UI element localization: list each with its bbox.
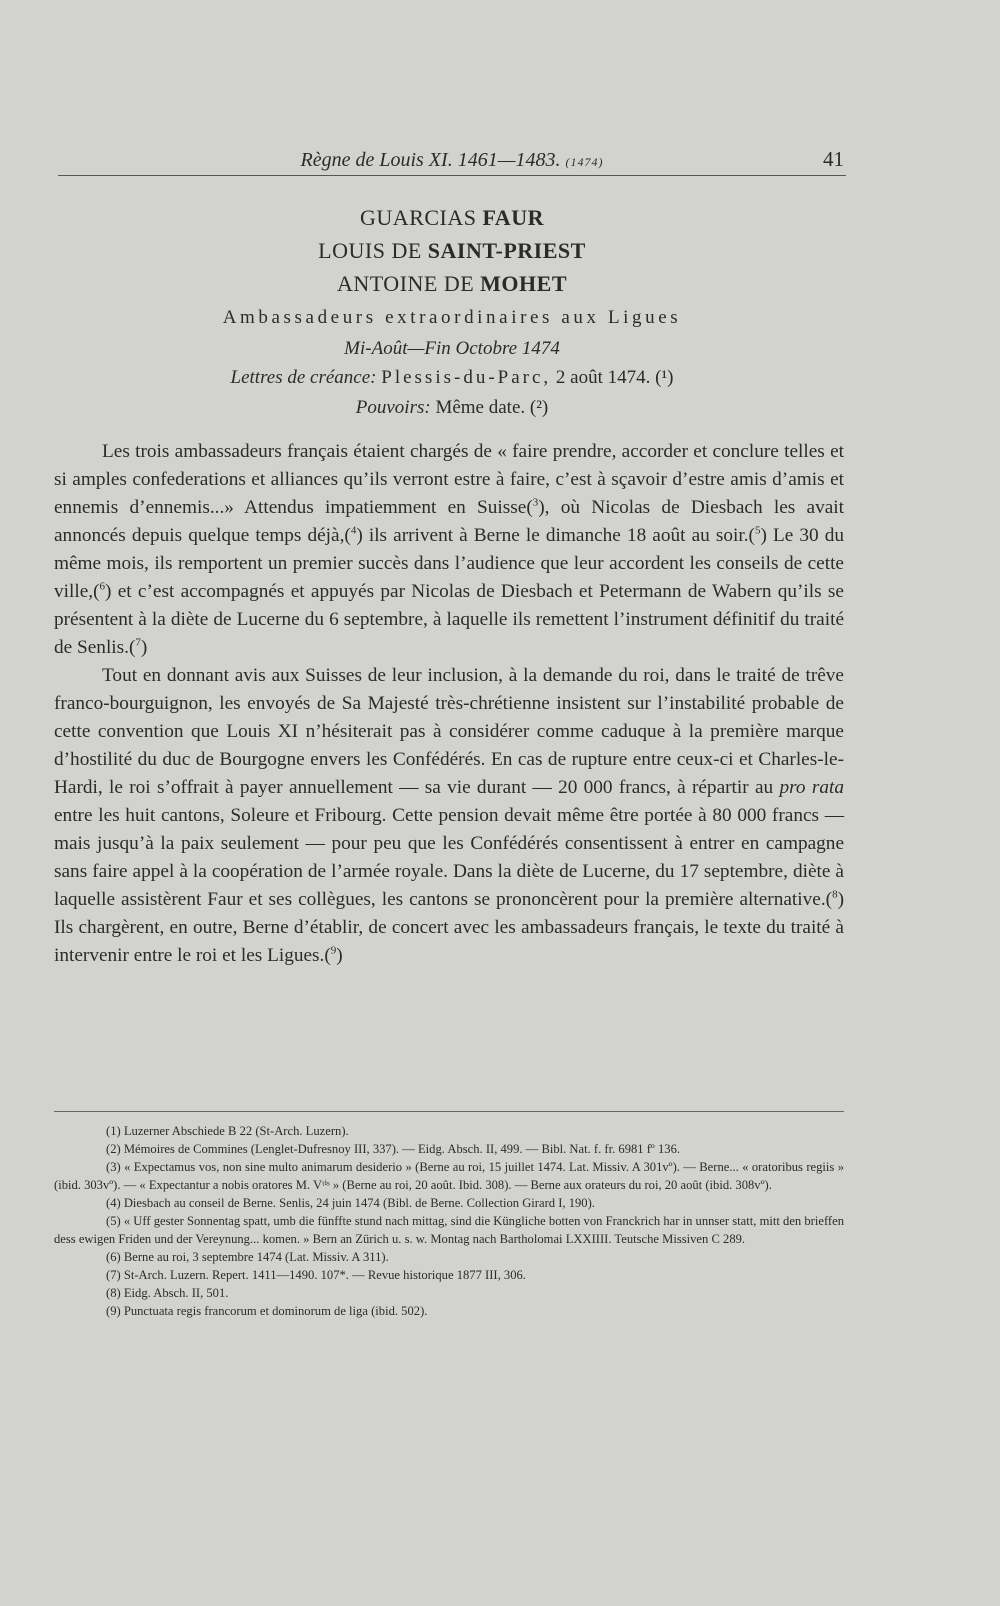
footnote-1: (1) Luzerner Abschiede B 22 (St-Arch. Luzern). [106,1124,349,1138]
footnote-9: (9) Punctuata regis francorum et dominorum de liga (ibid. 502). [106,1304,428,1318]
credentials-line [58,367,846,389]
credence-place: Plessis-du-Parc, [381,367,552,388]
running-title: Règne de Louis XI. 1461—1483. (1474) [300,149,604,171]
footnote-3: (3) « Expectamus vos, non sine multo animarum desiderio » (Berne au roi, 15 juillet 1474. Lat. Missiv. A 301vº). — Berne... « oratoribus regiis » (ibid. 303vº). — « Expectantur a nobis oratores M. Vᵗⁱˢ » (Berne au roi, 20 août. Ibid. 308). — Berne aux orateurs du roi, 20 août (ibid. 308vº). [54,1160,844,1192]
body-text [54,438,844,970]
paragraph-1: Les trois ambassadeurs français étaient chargés de « faire prendre, accorder et conclure telles et si amples confederations et alliances qu’ils verront estre à faire, c’est à sçavoir d’estre amis d’amis et ennemis d’ennemis...» Attendus impatiemment en Suisse($^3$), où Nicolas de Diesbach les avait annoncés depuis quelque temps déjà,($^4$) ils arrivent à Berne le dimanche 18 août au soir.($^5$) Le 30 du même mois, ils remportent un premier succès dans l’audience que leur accordent les conseils de cette ville,($^6$) et c’est accompagnés et appuyés par Nicolas de Diesbach et Petermann de Wabern qu’ils se présentent à la diète de Lucerne du 6 septembre, à laquelle ils remettent l’instrument définitif du traité de Senlis.($^7$) [54,441,845,658]
credence-label: Lettres de créance: [230,367,377,388]
note-ref: 7 [135,636,141,649]
note-ref: 8 [832,888,838,901]
footnote-2: (2) Mémoires de Commines (Lenglet-Dufresnoy III, 337). — Eidg. Absch. II, 499. — Bibl. Nat. f. fr. 6981 fº 136. [106,1142,681,1156]
note-ref: 4 [350,524,357,537]
footnote-7: (7) St-Arch. Luzern. Repert. 1411—1490. 107*. — Revue historique 1877 III, 306. [106,1268,526,1282]
powers-label: Pouvoirs: [355,397,431,418]
footnote-8: (8) Eidg. Absch. II, 501. [106,1286,229,1300]
footnote-rule [54,1111,844,1112]
heading-name-3: ANTOINE DE MOHET [336,271,568,296]
heading-subtitle: Ambassadeurs extraordinaires aux Ligues [222,307,682,328]
note-ref: 3 [532,496,539,509]
note-ref: 5 [754,524,761,537]
footnote-4: (4) Diesbach au conseil de Berne. Senlis, 24 juin 1474 (Bibl. de Berne. Collection Girard I, 190). [106,1196,595,1210]
footnote-6: (6) Berne au roi, 3 septembre 1474 (Lat. Missiv. A 311). [106,1250,389,1264]
paragraph-2: Tout en donnant avis aux Suisses de leur inclusion, à la demande du roi, dans le traité de trêve franco-bourguignon, les envoyés de Sa Majesté très-chrétienne insistent sur l’instabilité probable de cette convention que Louis XI n’hésiterait pas à considérer comme caduque à la première marque d’hostilité du duc de Bourgogne envers les Confédérés. En cas de rupture entre ceux-ci et Charles-le-Hardi, le roi s’offrait à payer annuellement — sa vie durant — 20 000 francs, à répartir au pro rata entre les huit cantons, Soleure et Fribourg. Cette pension devait même être portée à 80 000 francs — mais jusqu’à la paix seulement — pour peu que les Confédérés consentissent à entrer en campagne sans faire appel à la coopération de l’armée royale. Dans la diète de Lucerne, du 17 septembre, diète à laquelle assistèrent Faur et ses collègues, les cantons se prononcèrent pour la première alternative.($^8$) Ils chargèrent, en outre, Berne d’établir, de concert avec les ambassadeurs français, le texte du traité à intervenir entre le roi et les Ligues.($^9$) [54,665,844,966]
heading-name-2: LOUIS DE SAINT-PRIEST [318,238,586,263]
note-ref: 6 [99,580,106,593]
heading-dates: Mi-Août—Fin Octobre 1474 [344,338,560,359]
footnotes [54,1122,844,1320]
footnote-5: (5) « Uff gester Sonnentag spatt, umb die fünffte stund nach mittag, sind die Küngliche botten von Franckrich har in unnser statt, mitt den brieffen dess ewigen Friden und der Vereynung... komen. » Bern an Zürich u. s. w. Montag nach Bartholomai LXXIIII. Teutsche Missiven C 289. [54,1214,844,1246]
credence-date: 2 août 1474. (¹) [555,367,674,388]
note-ref: 9 [330,944,337,957]
powers-line [58,397,846,419]
heading-name-1: GUARCIAS FAUR [360,205,544,230]
running-header [58,145,846,176]
year-mark: (1474) [565,155,604,169]
powers-text: Même date. (²) [435,397,549,418]
page-number: 41 [823,147,844,171]
